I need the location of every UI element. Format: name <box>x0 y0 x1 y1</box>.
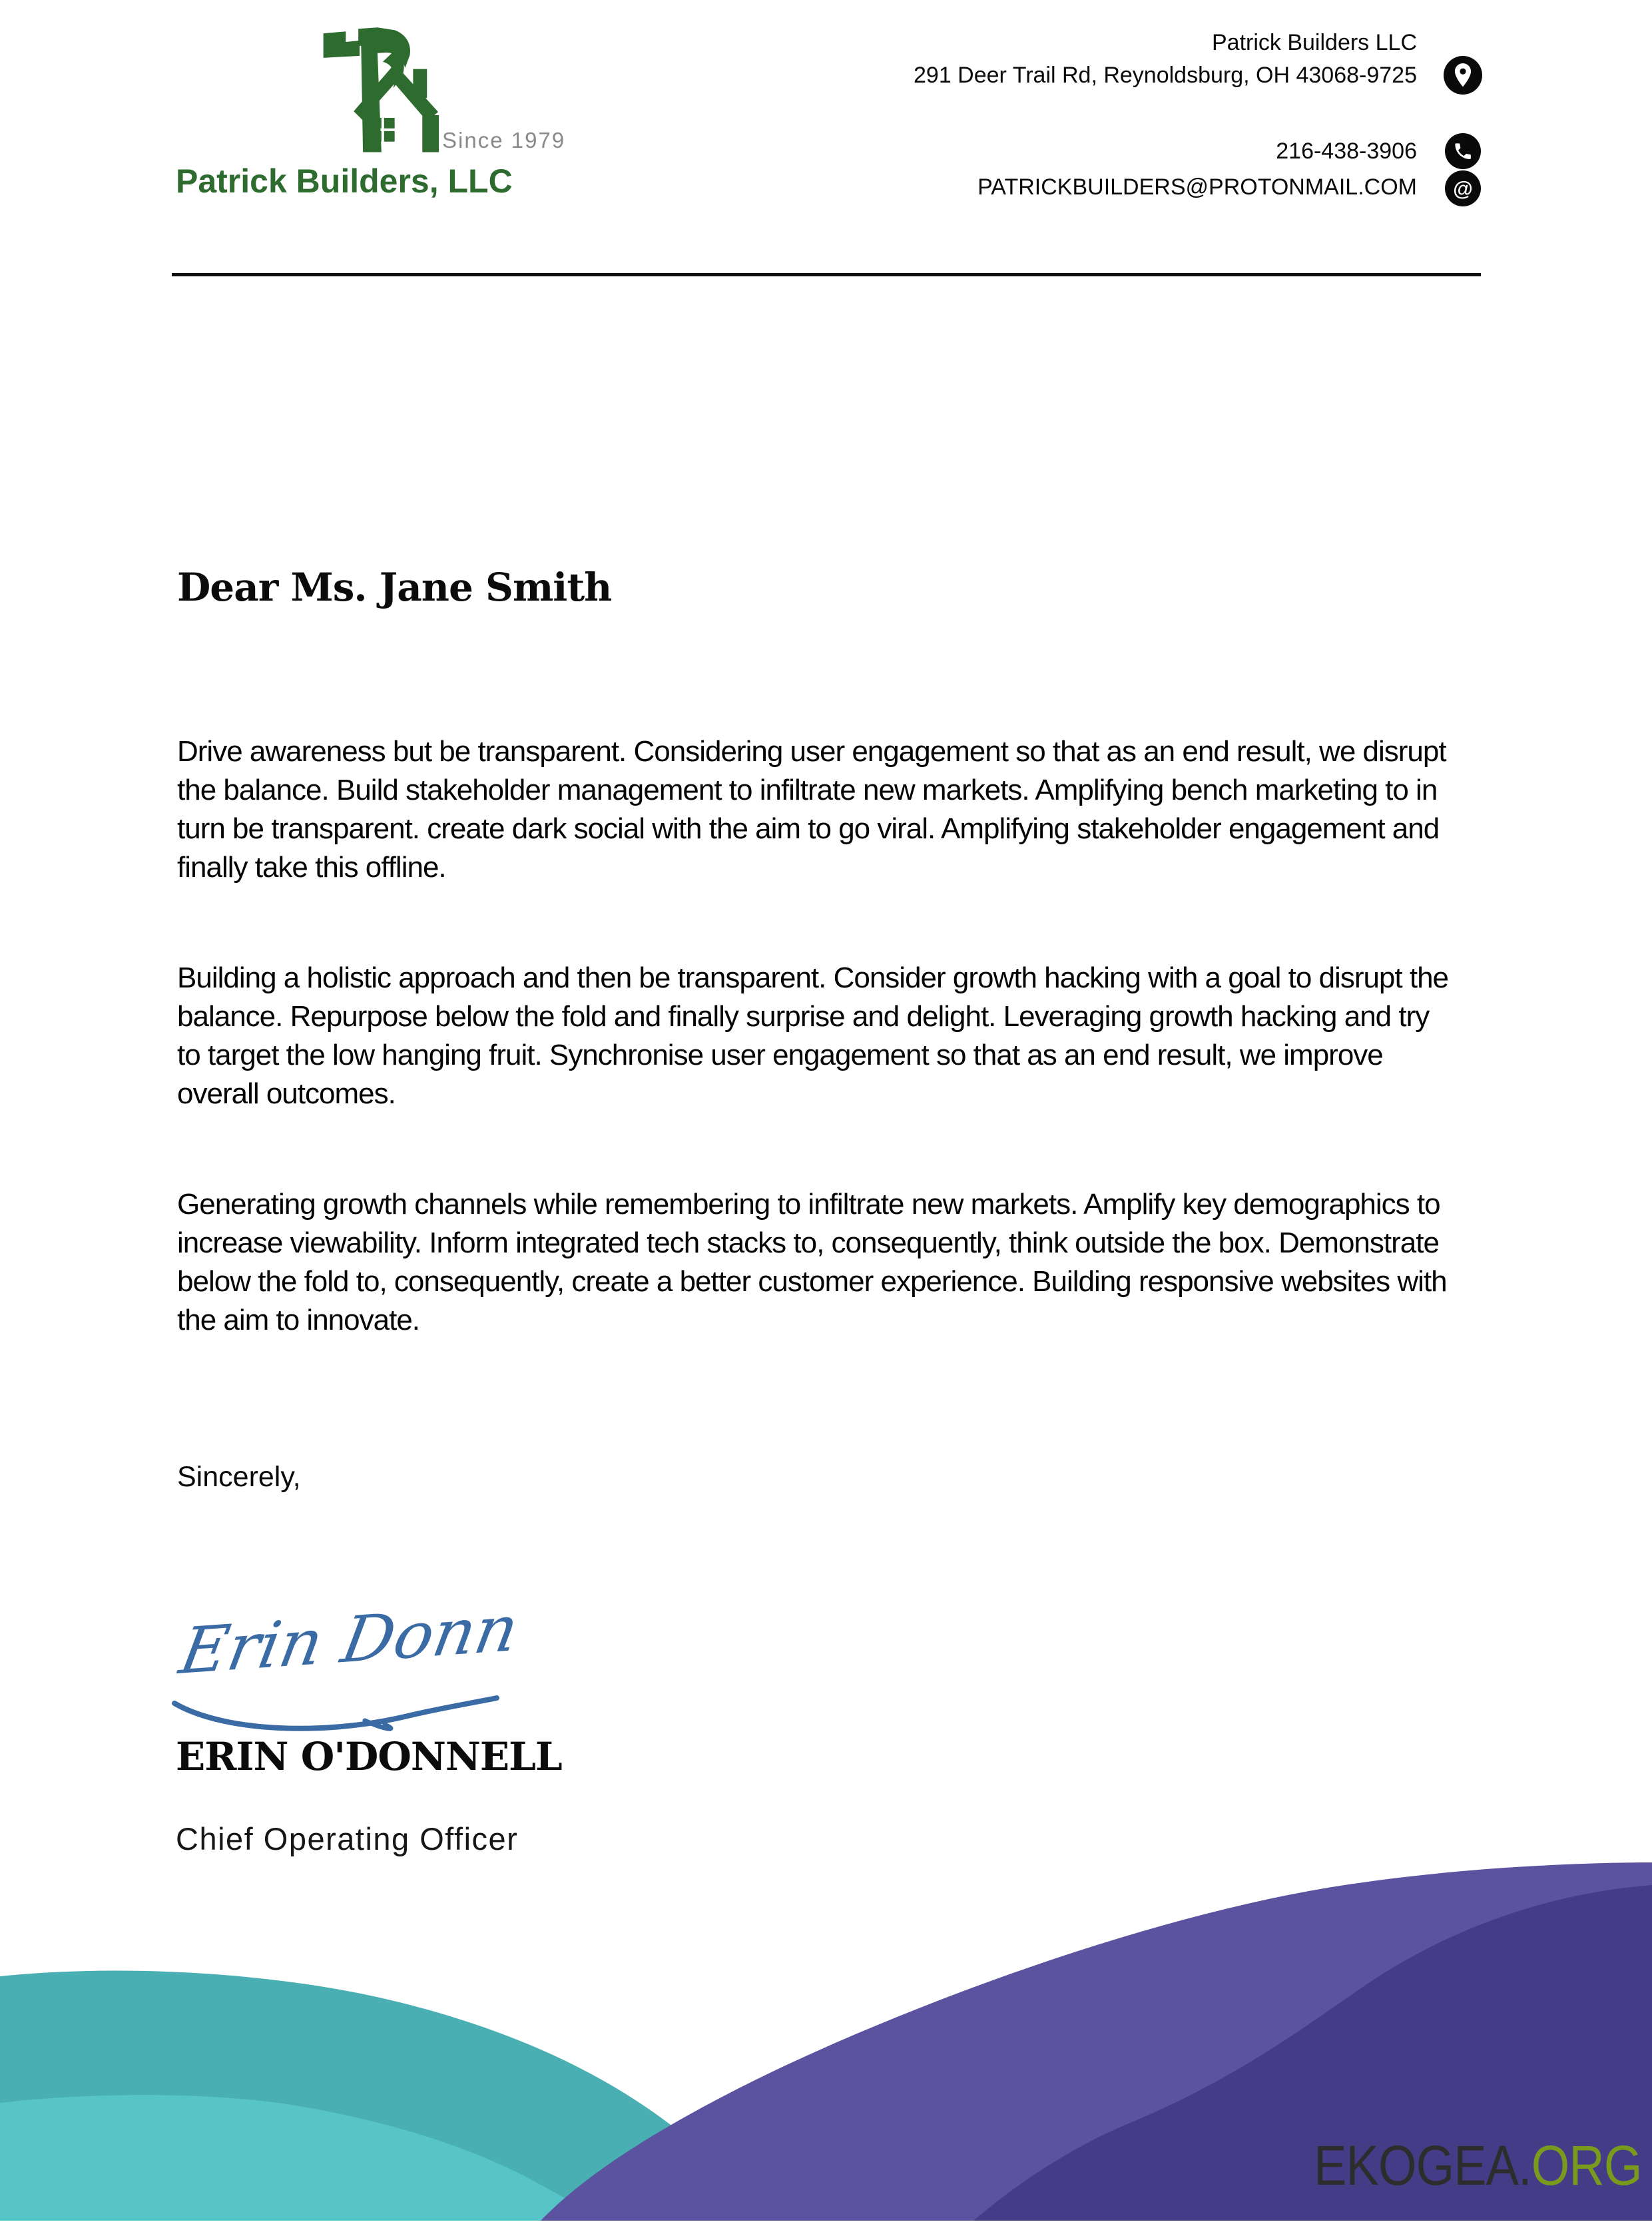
company-name: Patrick Builders, LLC <box>176 162 513 200</box>
closing: Sincerely, <box>177 1461 301 1493</box>
contact-phone: 216-438-3906 <box>1276 139 1417 164</box>
contact-name: Patrick Builders LLC <box>1211 30 1417 55</box>
contact-block-top <box>914 27 1417 92</box>
location-pin-icon <box>1444 56 1482 95</box>
at-sign-icon <box>1445 170 1481 206</box>
watermark <box>1314 2133 1641 2198</box>
contact-block-bottom <box>977 133 1417 205</box>
watermark-tld: ORG <box>1531 2134 1641 2197</box>
contact-address: 291 Deer Trail Rd, Reynoldsburg, OH 43068-9725 <box>914 63 1417 88</box>
salutation: Dear Ms. Jane Smith <box>177 565 612 610</box>
signer-name: ERIN O'DONNELL <box>176 1734 562 1779</box>
header-divider <box>172 273 1481 276</box>
since-label: Since 1979 <box>442 128 566 152</box>
signature-flourish <box>165 1691 511 1739</box>
company-logo-icon <box>297 11 442 153</box>
contact-email: PATRICKBUILDERS@PROTONMAIL.COM <box>977 174 1417 200</box>
letter-paragraph: Drive awareness but be transparent. Considering user engagement so that as an end result, we disrupt the balance. Build stakeholder management to infiltrate new markets. Amplifying bench marketing to in turn be transparent. create dark social with the aim to go viral. Amplifying stakeholder engagement and finally take this offline. <box>177 735 1446 884</box>
svg-text:@: @ <box>1453 178 1473 200</box>
signer-title: Chief Operating Officer <box>176 1821 519 1856</box>
letter-body <box>177 732 1449 1412</box>
letter-paragraph: Building a holistic approach and then be transparent. Consider growth hacking with a goal to disrupt the balance. Repurpose below the fold and finally surprise and delight. Leveraging growth hacking and try to target the low hanging fruit. Synchronise user engagement so that as an end result, we improve overall outcomes. <box>177 962 1449 1110</box>
phone-icon <box>1445 133 1481 169</box>
watermark-name: EKOGEA. <box>1313 2134 1531 2197</box>
signature-script: Erin Donn <box>174 1591 524 1689</box>
letter-paragraph: Generating growth channels while remembering to infiltrate new markets. Amplify key demographics to increase viewability. Inform integrated tech stacks to, consequently, think outside the box. Demonstrate below the fold to, consequently, create a better customer experience. Building responsive websites with the aim to innovate. <box>177 1188 1447 1336</box>
